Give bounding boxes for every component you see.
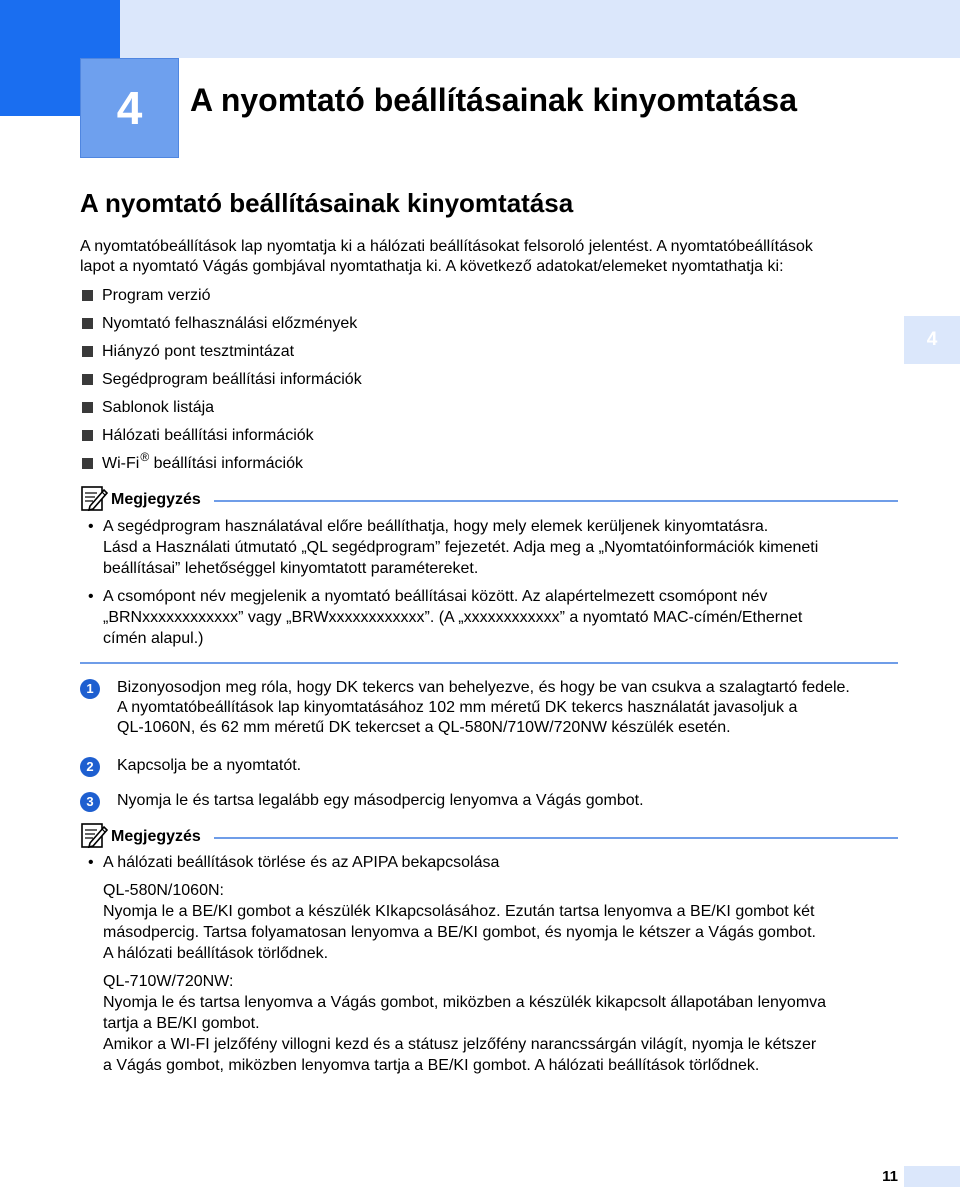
bullet-dot: • — [88, 854, 94, 871]
note-text: a Vágás gombot, miközben lenyomva tartja a BE/KI gombot. A hálózati beállítások törlődnek. — [103, 1057, 760, 1074]
chapter-number-box: 4 — [80, 58, 179, 158]
note-end-divider — [80, 662, 898, 664]
note-text: Nyomja le a BE/KI gombot a készülék KIkapcsolásához. Ezután tartsa lenyomva a BE/KI gombot két — [103, 903, 815, 920]
list-item-text: Segédprogram beállítási információk — [102, 371, 362, 388]
note-label: Megjegyzés — [111, 491, 201, 508]
chapter-side-tab: 4 — [904, 316, 960, 364]
note-text: QL-710W/720NW: — [103, 973, 234, 990]
page-number: 11 — [882, 1168, 898, 1185]
step-1 — [80, 678, 900, 738]
note-bullet — [80, 516, 898, 579]
list-item — [82, 314, 362, 342]
intro-line: A nyomtatóbeállítások lap nyomtatja ki a hálózati beállításokat felsoroló jelentést. A nyomtatóbeállítások — [80, 238, 813, 255]
registered-mark: ® — [140, 450, 150, 464]
list-item-text: Hálózati beállítási információk — [102, 427, 314, 444]
step-text: Bizonyosodjon meg róla, hogy DK tekercs van behelyezve, és hogy be van csukva a szalagtartó fedele. — [117, 679, 850, 696]
list-item — [82, 342, 362, 370]
note-text: Lásd a Használati útmutató „QL segédprogram” fejezetét. Adja meg a „Nyomtatóinformációk kimeneti — [103, 539, 819, 556]
header-band — [120, 0, 960, 58]
note-text: A hálózati beállítások törlése és az APIPA bekapcsolása — [103, 854, 500, 871]
note-divider — [214, 837, 898, 839]
step-number-icon: 1 — [80, 679, 100, 699]
step-text: A nyomtatóbeállítások lap kinyomtatásához 102 mm méretű DK tekercs használatát javasoljuk a — [117, 699, 798, 716]
square-bullet-icon — [82, 458, 93, 469]
note-block-710w — [103, 971, 898, 1076]
square-bullet-icon — [82, 374, 93, 385]
note-header — [80, 821, 898, 853]
wifi-prefix: Wi-Fi — [102, 455, 140, 472]
printable-items-list — [82, 286, 362, 482]
note-divider — [214, 500, 898, 502]
note-text: beállításai” lehetőséggel kinyomtatott paramétereket. — [103, 560, 479, 577]
note-text: A hálózati beállítások törlődnek. — [103, 945, 329, 962]
note-text: QL-580N/1060N: — [103, 882, 224, 899]
list-item-text: Nyomtató felhasználási előzmények — [102, 315, 358, 332]
section-title: A nyomtató beállításainak kinyomtatása — [80, 188, 574, 218]
note-text: tartja a BE/KI gombot. — [103, 1015, 260, 1032]
step-text: QL-1060N, és 62 mm méretű DK tekercset a QL-580N/710W/720NW készülék esetén. — [117, 719, 731, 736]
intro-line: lapot a nyomtató Vágás gombjával nyomtathatja ki. A következő adatokat/elemeket nyomtathatja ki: — [80, 258, 784, 275]
note-text: A segédprogram használatával előre beállíthatja, hogy mely elemek kerüljenek kinyomtatásra. — [103, 518, 769, 535]
note-text: „BRNxxxxxxxxxxxx” vagy „BRWxxxxxxxxxxxx”. (A „xxxxxxxxxxxx” a nyomtató MAC-címén/Ethernet — [103, 609, 803, 626]
note-header — [80, 484, 898, 516]
step-2 — [80, 756, 900, 776]
chapter-title: A nyomtató beállításainak kinyomtatása — [190, 82, 798, 118]
list-item-wifi — [82, 450, 362, 482]
note-block-580n — [103, 880, 898, 964]
intro-paragraph — [80, 237, 900, 277]
list-item — [82, 286, 362, 314]
note-bullet — [80, 852, 898, 1076]
note-text: címén alapul.) — [103, 630, 204, 647]
note-pencil-icon — [80, 484, 108, 512]
square-bullet-icon — [82, 430, 93, 441]
square-bullet-icon — [82, 290, 93, 301]
note-text: másodpercig. Tartsa folyamatosan lenyomva a BE/KI gombot, és nyomja le kétszer a Vágás gombot. — [103, 924, 816, 941]
step-text: Kapcsolja be a nyomtatót. — [117, 757, 302, 774]
note-pencil-icon — [80, 821, 108, 849]
list-item-text: Sablonok listája — [102, 399, 215, 416]
list-item-text: Hiányzó pont tesztmintázat — [102, 343, 295, 360]
bullet-dot: • — [88, 518, 94, 535]
note-body — [80, 852, 898, 1076]
note-text: Amikor a WI-FI jelzőfény villogni kezd és a státusz jelzőfény narancssárgán világít, nyomja le kétszer — [103, 1036, 817, 1053]
list-item — [82, 426, 362, 454]
bullet-dot: • — [88, 588, 94, 605]
note-text: Nyomja le és tartsa lenyomva a Vágás gombot, miközben a készülék kikapcsolt állapotában lenyomva — [103, 994, 827, 1011]
step-number-icon: 2 — [80, 757, 100, 777]
note-label: Megjegyzés — [111, 828, 201, 845]
step-number-icon: 3 — [80, 792, 100, 812]
page-number-tab — [904, 1166, 960, 1187]
list-item — [82, 370, 362, 398]
square-bullet-icon — [82, 402, 93, 413]
list-item — [82, 398, 362, 426]
wifi-suffix: beállítási információk — [149, 455, 303, 472]
step-text: Nyomja le és tartsa legalább egy másodpercig lenyomva a Vágás gombot. — [117, 792, 644, 809]
step-3 — [80, 791, 900, 811]
square-bullet-icon — [82, 346, 93, 357]
square-bullet-icon — [82, 318, 93, 329]
note-bullet — [80, 586, 898, 649]
note-body — [80, 516, 898, 649]
list-item-text: Program verzió — [102, 287, 211, 304]
note-text: A csomópont név megjelenik a nyomtató beállításai között. Az alapértelmezett csomópont név — [103, 588, 768, 605]
